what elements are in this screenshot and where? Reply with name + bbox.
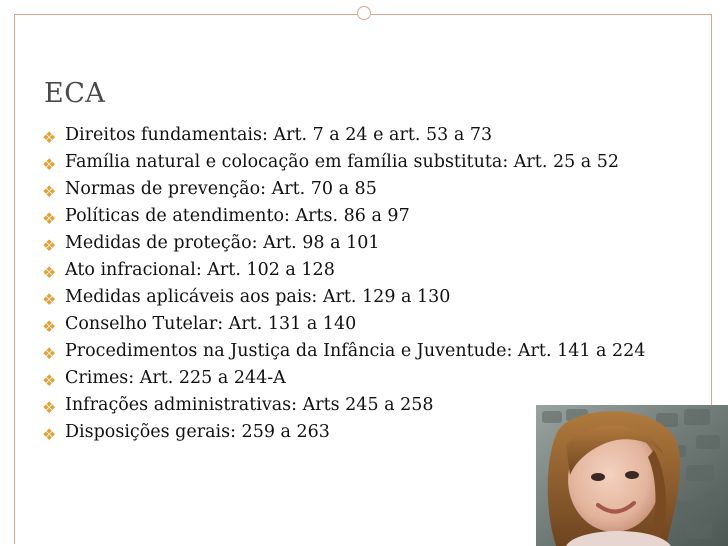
- bullet-text: Medidas aplicáveis aos pais: Art. 129 a 130: [65, 287, 451, 307]
- bullet-text: Conselho Tutelar: Art. 131 a 140: [65, 314, 357, 334]
- bullet-text: Ato infracional: Art. 102 a 128: [65, 260, 335, 280]
- bookmark-arrow-icon: ❖: [42, 209, 57, 228]
- bullet-item: [42, 341, 692, 363]
- bullet-text: Infrações administrativas: Arts 245 a 258: [65, 395, 434, 415]
- bullet-text: Medidas de proteção: Art. 98 a 101: [65, 233, 380, 253]
- bullet-item: [42, 206, 692, 228]
- bookmark-arrow-icon: ❖: [42, 398, 57, 417]
- bullet-text: Procedimentos na Justiça da Infância e Juventude: Art. 141 a 224: [65, 341, 646, 361]
- bookmark-arrow-icon: ❖: [42, 371, 57, 390]
- bullet-item: [42, 260, 692, 282]
- bullet-text: Direitos fundamentais: Art. 7 a 24 e art. 53 a 73: [65, 125, 493, 145]
- bookmark-arrow-icon: ❖: [42, 425, 57, 444]
- child-photo: [536, 405, 728, 546]
- bookmark-arrow-icon: ❖: [42, 263, 57, 282]
- bookmark-arrow-icon: ❖: [42, 290, 57, 309]
- bullet-item: [42, 287, 692, 309]
- bullet-item: [42, 368, 692, 390]
- slide-title: ECA: [44, 78, 106, 109]
- bullet-text: Crimes: Art. 225 a 244-A: [65, 368, 286, 388]
- bullet-item: [42, 179, 692, 201]
- bookmark-arrow-icon: ❖: [42, 182, 57, 201]
- bullet-list: [42, 125, 692, 449]
- bullet-text: Disposições gerais: 259 a 263: [65, 422, 330, 442]
- bookmark-arrow-icon: ❖: [42, 236, 57, 255]
- bookmark-arrow-icon: ❖: [42, 128, 57, 147]
- bookmark-arrow-icon: ❖: [42, 317, 57, 336]
- bullet-text: Normas de prevenção: Art. 70 a 85: [65, 179, 377, 199]
- bullet-text: Políticas de atendimento: Arts. 86 a 97: [65, 206, 410, 226]
- bookmark-arrow-icon: ❖: [42, 155, 57, 174]
- bullet-item: [42, 314, 692, 336]
- bookmark-arrow-icon: ❖: [42, 344, 57, 363]
- child-photo-image: [536, 405, 728, 546]
- bullet-item: [42, 152, 692, 174]
- bullet-item: [42, 233, 692, 255]
- frame-circle-ornament: [357, 6, 371, 20]
- bullet-item: [42, 125, 692, 147]
- bullet-text: Família natural e colocação em família substituta: Art. 25 a 52: [65, 152, 620, 172]
